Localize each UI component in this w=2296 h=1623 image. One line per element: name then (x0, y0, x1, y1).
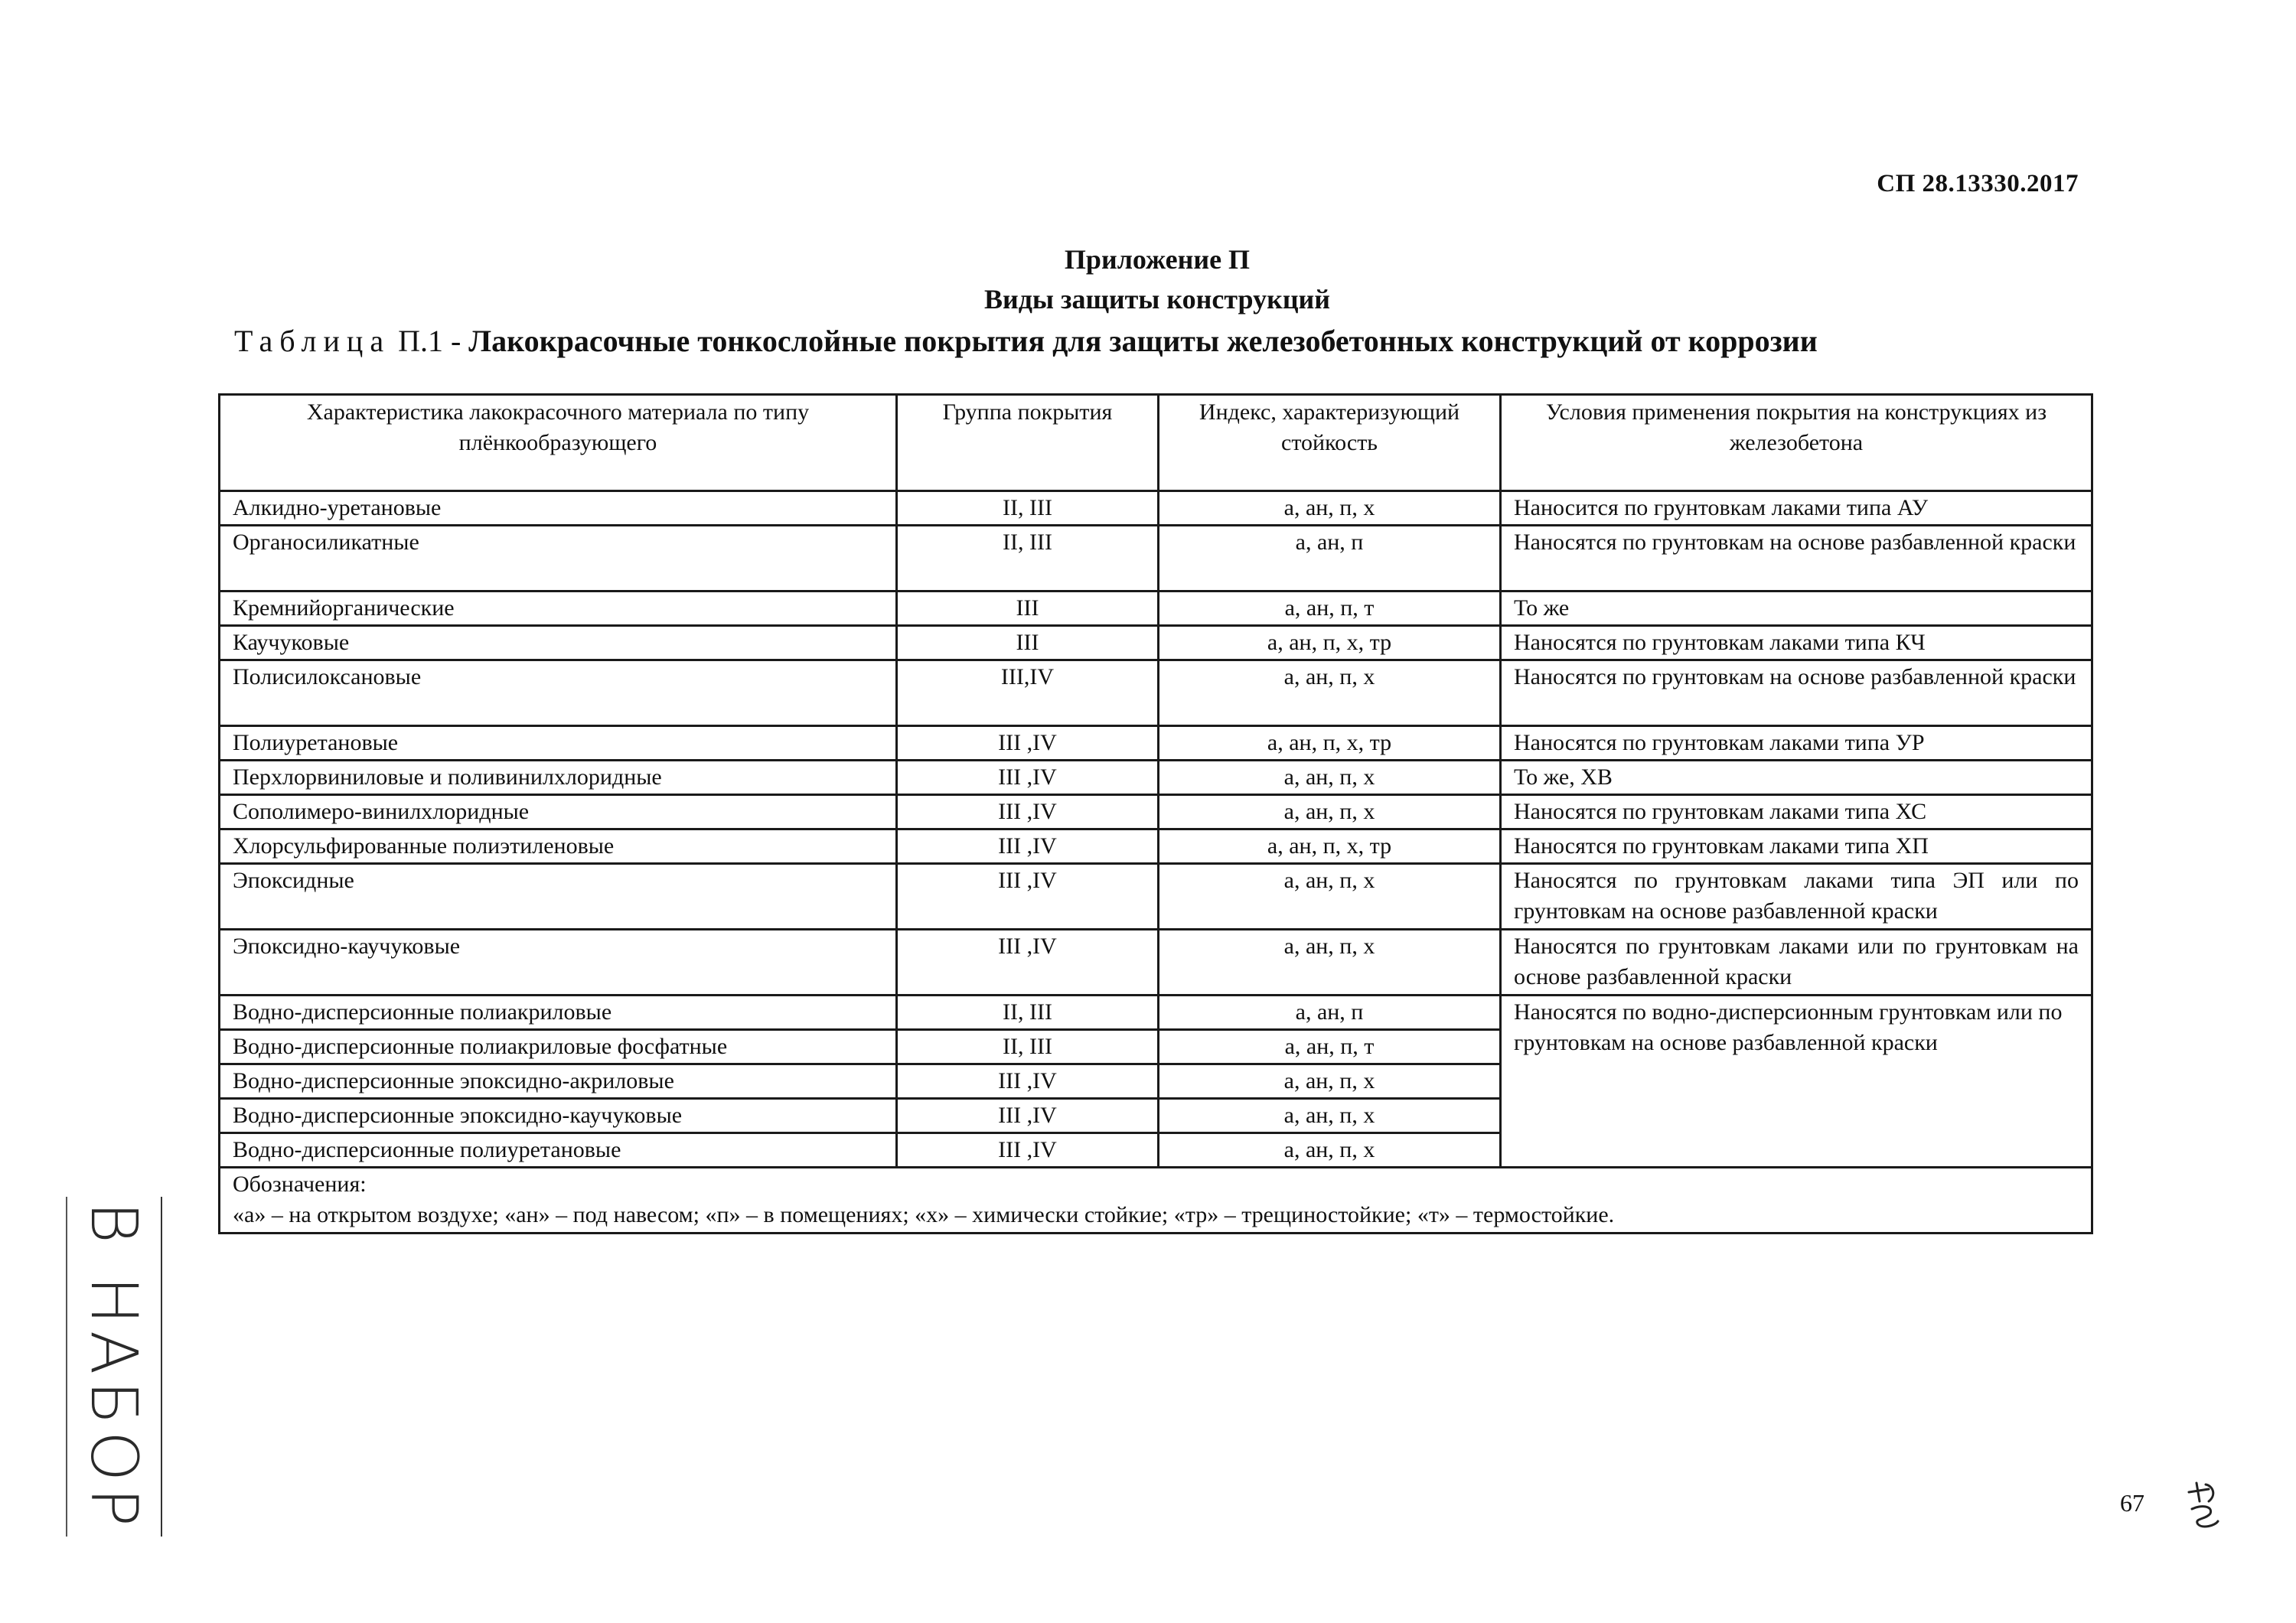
table-header-row (220, 395, 2092, 491)
material-cell: Каучуковые (220, 626, 897, 660)
table-row (220, 526, 2092, 592)
coatings-table (218, 393, 2093, 1234)
conditions-cell: То же, ХВ (1501, 761, 2092, 795)
index-cell: а, ан, п, х (1159, 795, 1501, 829)
table-row (220, 726, 2092, 761)
notes-row (220, 1168, 2092, 1234)
material-cell: Хлорсульфированные полиэтиленовые (220, 829, 897, 864)
table-row (220, 829, 2092, 864)
conditions-cell: Наносятся по грунтовкам лаками типа ХП (1501, 829, 2092, 864)
index-cell: а, ан, п, х (1159, 864, 1501, 930)
index-cell: а, ан, п, х (1159, 660, 1501, 726)
notes-text: «а» – на открытом воздухе; «ан» – под навесом; «п» – в помещениях; «х» – химически стойкие; «тр» – трещиностойкие; «т» – термостойкие. (233, 1202, 1615, 1227)
group-cell: III ,IV (897, 864, 1159, 930)
table-title-caption: Лакокрасочные тонкослойные покрытия для защиты железобетонных конструкций от коррозии (468, 324, 1818, 358)
table-row (220, 864, 2092, 930)
table-row (220, 660, 2092, 726)
material-cell: Водно-дисперсионные полиуретановые (220, 1133, 897, 1168)
table-title-dash: - (450, 324, 461, 358)
index-cell: а, ан, п (1159, 996, 1501, 1030)
conditions-cell: Наносятся по грунтовкам лаками типа УР (1501, 726, 2092, 761)
material-cell: Водно-дисперсионные эпоксидно-каучуковые (220, 1099, 897, 1133)
material-cell: Эпоксидно-каучуковые (220, 930, 897, 996)
table-row (220, 592, 2092, 626)
material-cell: Полиуретановые (220, 726, 897, 761)
index-cell: а, ан, п, х (1159, 930, 1501, 996)
index-cell: а, ан, п, х, тр (1159, 626, 1501, 660)
header-material: Характеристика лакокрасочного материала по типу плёнкообразующего (220, 395, 897, 491)
group-cell: III ,IV (897, 795, 1159, 829)
index-cell: а, ан, п, х (1159, 491, 1501, 526)
material-cell: Водно-дисперсионные эпоксидно-акриловые (220, 1064, 897, 1099)
index-cell: а, ан, п, х (1159, 1133, 1501, 1168)
conditions-cell: Наносится по грунтовкам лаками типа АУ (1501, 491, 2092, 526)
section-title: Виды защиты конструкций (983, 284, 1331, 314)
group-cell: III ,IV (897, 829, 1159, 864)
table-title-prefix: Таблица (234, 324, 391, 358)
group-cell: II, III (897, 996, 1159, 1030)
notes-cell (220, 1168, 2092, 1234)
material-cell: Перхлорвиниловые и поливинилхлоридные (220, 761, 897, 795)
material-cell: Эпоксидные (220, 864, 897, 930)
conditions-cell: Наносятся по грунтовкам лаками типа ХС (1501, 795, 2092, 829)
material-cell: Полисилоксановые (220, 660, 897, 726)
group-cell: III,IV (897, 660, 1159, 726)
document-code: СП 28.13330.2017 (1877, 170, 2079, 197)
table-row (220, 996, 2092, 1030)
group-cell: II, III (897, 491, 1159, 526)
group-cell: III ,IV (897, 1099, 1159, 1133)
material-cell: Сополимеро-винилхлоридные (220, 795, 897, 829)
conditions-cell: То же (1501, 592, 2092, 626)
conditions-cell: Наносятся по грунтовкам на основе разбавленной краски (1501, 660, 2092, 726)
conditions-cell: Наносятся по грунтовкам лаками типа ЭП или по грунтовкам на основе разбавленной краски (1501, 864, 2092, 930)
page-number: 67 (2120, 1489, 2144, 1517)
material-cell: Водно-дисперсионные полиакриловые (220, 996, 897, 1030)
annex-title: Приложение П (1064, 244, 1251, 275)
group-cell: III ,IV (897, 930, 1159, 996)
table-row (220, 626, 2092, 660)
index-cell: а, ан, п, х (1159, 1099, 1501, 1133)
header-index: Индекс, характеризующий стойкость (1159, 395, 1501, 491)
table-row (220, 491, 2092, 526)
group-cell: II, III (897, 1030, 1159, 1064)
group-cell: III ,IV (897, 726, 1159, 761)
notes-label: Обозначения: (233, 1172, 367, 1197)
material-cell: Водно-дисперсионные полиакриловые фосфатные (220, 1030, 897, 1064)
stamp-text: В НАБОР (77, 1201, 152, 1533)
material-cell: Органосиликатные (220, 526, 897, 592)
index-cell: а, ан, п, т (1159, 1030, 1501, 1064)
table-row (220, 795, 2092, 829)
merged-conditions-cell: Наносятся по водно-дисперсионным грунтовкам или по грунтовкам на основе разбавленной краски (1501, 996, 2092, 1168)
table-title-number: П.1 (398, 324, 443, 358)
index-cell: а, ан, п, х (1159, 761, 1501, 795)
index-cell: а, ан, п, т (1159, 592, 1501, 626)
table-row (220, 930, 2092, 996)
group-cell: II, III (897, 526, 1159, 592)
group-cell: III ,IV (897, 761, 1159, 795)
header-conditions: Условия применения покрытия на конструкциях из железобетона (1501, 395, 2092, 491)
index-cell: а, ан, п, х, тр (1159, 726, 1501, 761)
stamp (66, 1197, 162, 1537)
material-cell: Кремнийорганические (220, 592, 897, 626)
table-title (234, 323, 1818, 359)
index-cell: а, ан, п, х, тр (1159, 829, 1501, 864)
material-cell: Алкидно-уретановые (220, 491, 897, 526)
group-cell: III ,IV (897, 1064, 1159, 1099)
table-row (220, 761, 2092, 795)
group-cell: III (897, 626, 1159, 660)
conditions-cell: Наносятся по грунтовкам на основе разбавленной краски (1501, 526, 2092, 592)
index-cell: а, ан, п, х (1159, 1064, 1501, 1099)
group-cell: III ,IV (897, 1133, 1159, 1168)
header-group: Группа покрытия (897, 395, 1159, 491)
handwritten-mark (2183, 1478, 2226, 1532)
group-cell: III (897, 592, 1159, 626)
index-cell: а, ан, п (1159, 526, 1501, 592)
conditions-cell: Наносятся по грунтовкам лаками типа КЧ (1501, 626, 2092, 660)
conditions-cell: Наносятся по грунтовкам лаками или по грунтовкам на основе разбавленной краски (1501, 930, 2092, 996)
